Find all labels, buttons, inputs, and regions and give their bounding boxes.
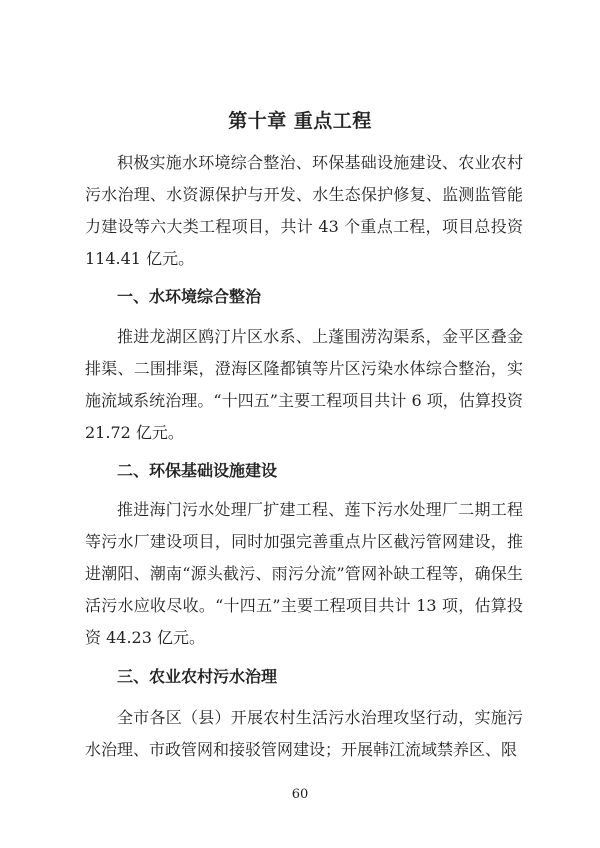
chapter-title: 第十章 重点工程 [228, 110, 372, 132]
intro-paragraph: 积极实施水环境综合整治、环保基础设施建设、农业农村污水治理、水资源保护与开发、水生态保护修复、监测监管能力建设等六大类工程项目，共计 43 个重点工程，项目总投资 114.41 亿元。 [85, 153, 523, 268]
section-heading-2: 二、环保基础设施建设 [117, 461, 278, 480]
section-body-1: 推进龙湖区鸥汀片区水系、上蓬围涝沟渠系，金平区叠金排渠、二围排渠，澄海区隆都镇等片区污染水体综合整治，实施流域系统治理。“十四五”主要工程项目共计 6 项，估算投资 21.72 亿元。 [85, 327, 523, 442]
page-number: 60 [291, 787, 309, 802]
section-heading-1: 一、水环境综合整治 [117, 287, 262, 306]
section-body-3: 全市各区（县）开展农村生活污水治理攻坚行动，实施污水治理、市政管网和接驳管网建设；开展韩江流域禁养区、限 [85, 708, 523, 759]
section-heading-3: 三、农业农村污水治理 [117, 667, 278, 686]
section-body-2: 推进海门污水处理厂扩建工程、莲下污水处理厂二期工程等污水厂建设项目，同时加强完善重点片区截污管网建设，推进潮阳、潮南“源头截污、雨污分流”管网补缺工程等，确保生活污水应收尽收。“十四五”主要工程项目共计 13 项，估算投资 44.23 亿元。 [85, 500, 523, 647]
